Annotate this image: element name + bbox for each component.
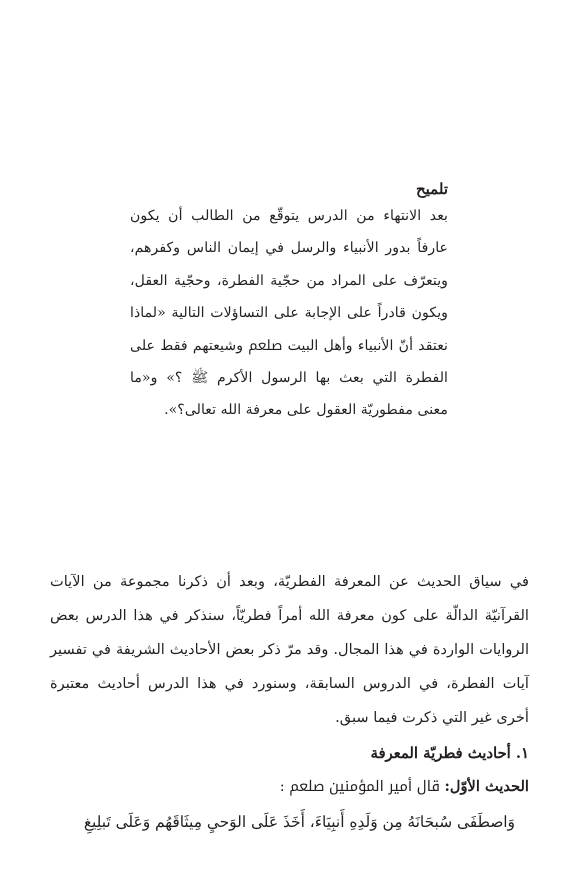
hadith-1-attribution: قال أمير المؤمنين ﷵ : (279, 778, 445, 795)
intro-paragraph: في سياق الحديث عن المعرفة الفطريّة، وبعد أن ذكرنا مجموعة من الآيات القرآنيّة الدالّة على كون معرفة الله أمراً فطريّاً، سنذكر في هذا الدرس بعض الروايات الواردة في هذا المجال. وقد مرّ ذكر بعض الأحاديث الشريفة في تفسير آيات الفطرة، في الدروس السابقة، وسنورد في هذا الدرس أحاديث معتبرة أخرى غير التي ذكرت فيما سبق. (50, 573, 529, 726)
tip-title: تلميح (415, 180, 448, 198)
hadith-1-quote: وَاصطَفَى سُبحَانَهُ مِن وَلَدِهِ أَنبِيَاءَ، أَخَذَ عَلَى الوَحيِ مِيثَاقَهُم وَعَلَى تَبلِيغِ (83, 813, 515, 831)
hadith-1-intro (50, 771, 529, 803)
tip-text: بعد الانتهاء من الدرس يتوقّع من الطالب أن يكون عارفاً بدور الأنبياء والرسل في إيمان الناس وكفرهم، ويتعرّف على المراد من حجّية الفطرة، وحجّية العقل، ويكون قادراً على الإجابة على التساؤلات التالية «لماذا نعتقد أنّ الأنبياء وأهل البيت ﷵ وشيعتهم فقط على الفطرة التي بعث بها الرسول الأكرم ﷺ ؟» و«ما معنى مفطوريّة العقول على معرفة الله تعالى؟». (130, 208, 448, 419)
section-heading: ١. أحاديث فطريّة المعرفة (370, 745, 529, 762)
main-text (50, 565, 529, 841)
hadith-1-label: الحديث الأوّل: (444, 778, 529, 795)
tip-box (130, 178, 448, 427)
